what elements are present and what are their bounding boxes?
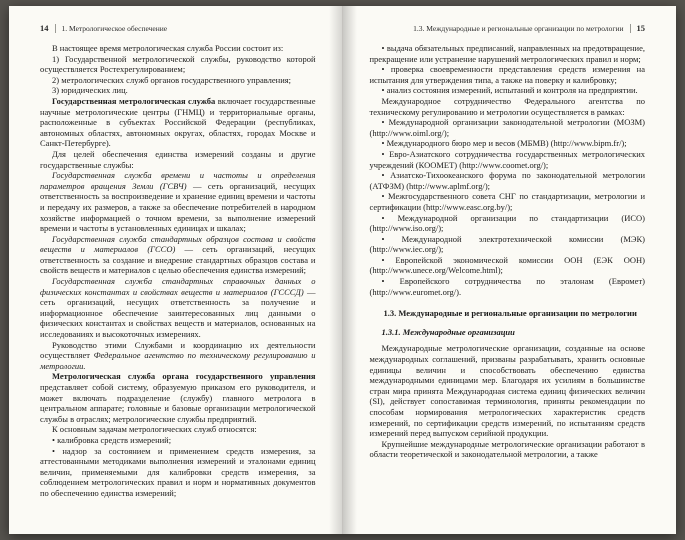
bullet-icon: • bbox=[52, 445, 63, 456]
list-item bbox=[370, 213, 646, 234]
paragraph bbox=[40, 371, 316, 424]
text-run: Государственная служба стандартных справочных данных о физических константах и свойствах веществ и материалов (ГСССД) bbox=[40, 276, 316, 297]
text-run: Для целей обеспечения единства измерений созданы и другие государственные службы: bbox=[40, 148, 316, 170]
text-run: — сеть организаций, несущих ответственность за получение и информационное обеспечение заинтересованных лиц данными о физических константах и свойствах веществ и материалов, основанных на исследованиях и высокоточных измерениях. bbox=[40, 286, 316, 340]
bullet-icon: • bbox=[381, 212, 398, 223]
paragraph bbox=[40, 149, 316, 170]
text-run: Международного бюро мер и весов (МБМВ) (http://www.bipm.fr/); bbox=[386, 138, 627, 149]
text-run: Европейской экономической комиссии ООН (ЕЭК ООН) (http://www.unece.org/Welcome.html); bbox=[369, 254, 645, 276]
page-number-right: 15 bbox=[636, 23, 645, 33]
text-run: Государственная метрологическая служба bbox=[52, 95, 218, 106]
list-item bbox=[370, 138, 646, 149]
page-body-left bbox=[40, 43, 316, 499]
text-run: Европейского сотрудничества по эталонам (Евромет) (http://www.euromet.org/). bbox=[369, 276, 645, 297]
text-run: 1.3.1. Международные организации bbox=[381, 326, 515, 337]
text-run: Руководство этими Службами и координацию их деятельности осуществляет bbox=[40, 339, 316, 361]
bullet-icon: • bbox=[381, 170, 391, 181]
section-heading bbox=[370, 308, 646, 319]
list-item bbox=[370, 170, 646, 191]
page-left-inner bbox=[9, 6, 343, 534]
text-run: 1.3. Международные и региональные организации по метрологии bbox=[383, 308, 637, 319]
paragraph bbox=[40, 85, 316, 96]
paragraph bbox=[40, 170, 316, 234]
paragraph bbox=[40, 43, 316, 54]
text-run: Международной организации законодательной метрологии (МОЗМ) (http://www.oiml.org/); bbox=[369, 117, 645, 138]
text-run: — сеть организаций, несущих ответственность за создание и внедрение стандартных образцов состава и свойств веществ и материалов с целью обеспечения единства измерений; bbox=[40, 244, 316, 276]
bullet-icon: • bbox=[381, 117, 389, 128]
header-divider bbox=[55, 24, 56, 33]
text-run: 1) Государственной метрологической службы, руководство которой осуществляется Ростехрегулированием; bbox=[40, 53, 316, 75]
page-right bbox=[343, 6, 677, 534]
text-run: надзор за состоянием и применением средств измерения, за аттестованными методиками выполнения измерений и эталонами единиц величин, применяемыми для калибровки средств измерения, за соблюдением метрологических правил и норм и нормативных документов по обеспечению единства измерений; bbox=[40, 445, 316, 498]
paragraph bbox=[370, 96, 646, 117]
subsection-heading bbox=[370, 327, 646, 338]
paragraph bbox=[40, 276, 316, 340]
text-run: анализ состояния измерений, испытаний и контроля на предприятии. bbox=[386, 85, 638, 96]
list-item bbox=[40, 446, 316, 499]
list-item bbox=[370, 234, 646, 255]
bullet-icon: • bbox=[381, 138, 387, 149]
text-run: Евро-Азиатского сотрудничества государственных метрологических учреждений (КООМЕТ) (http://www.coomet.org/); bbox=[369, 148, 645, 170]
list-item bbox=[370, 43, 646, 64]
book-spread bbox=[9, 6, 676, 534]
text-run: В настоящее время метрологическая служба России состоит из: bbox=[52, 43, 284, 53]
bullet-icon: • bbox=[381, 276, 400, 287]
text-run: Государственная служба времени и частоты и определения параметров вращения Земли (ГСВЧ) bbox=[40, 170, 316, 191]
running-header-right bbox=[370, 23, 646, 33]
running-header-left bbox=[40, 23, 316, 33]
paragraph bbox=[370, 439, 646, 460]
page-body-right bbox=[370, 43, 646, 460]
text-run: включает государственные научные метрологические центры (ГНМЦ) и территориальные органы, расположенные в субъектах Российской Федерации (республиках, автономных областях, автономных округах, областях, городах Москве и Санкт-Петербурге). bbox=[40, 95, 316, 149]
bullet-icon: • bbox=[381, 43, 387, 53]
text-run: — сеть организаций, несущих ответственность за воспроизведение и хранение единиц времени и частоты и передачу их размеров, а также за обеспечение потребителей в народном хозяйстве информацией о точном времени, за выполнение измерений времени и частоты в установленных единицах и шкалах; bbox=[40, 180, 316, 234]
page-right-inner bbox=[343, 6, 677, 534]
text-run: К основным задачам метрологических служб относятся: bbox=[52, 424, 257, 435]
list-item bbox=[40, 435, 316, 446]
text-run: Государственная служба стандартных образцов состава и свойств веществ и материалов (ГССО) bbox=[40, 233, 316, 255]
text-run: Международной организации по стандартизации (ИСО) (http://www.iso.org/); bbox=[369, 212, 645, 234]
bullet-icon: • bbox=[381, 85, 387, 96]
text-run: 3) юридических лиц. bbox=[52, 85, 128, 96]
paragraph bbox=[40, 75, 316, 86]
paragraph bbox=[40, 424, 316, 435]
text-run: выдача обязательных предписаний, направленных на предотвращение, прекращение или устранение нарушений метрологических правил и норм; bbox=[369, 43, 645, 64]
header-divider bbox=[630, 24, 631, 33]
paragraph bbox=[370, 343, 646, 438]
list-item bbox=[370, 191, 646, 212]
running-header-title-left: 1. Метрологическое обеспечение bbox=[61, 23, 168, 33]
paragraph bbox=[40, 54, 316, 75]
text-run: Международной электротехнической комиссии (МЭК) (http://www.iec.org/); bbox=[369, 233, 645, 255]
bullet-icon: • bbox=[381, 64, 391, 75]
running-header-title-right: 1.3. Международные и региональные организации по метрологии bbox=[413, 23, 624, 33]
text-run: Федеральное агентство по техническому регулированию и метрологии. bbox=[40, 350, 316, 371]
bullet-icon: • bbox=[381, 254, 396, 265]
text-run: Межгосударственного совета СНГ по стандартизации, метрологии и сертификации (http://www.easc.org.by/); bbox=[369, 191, 645, 212]
list-item bbox=[370, 149, 646, 170]
list-item bbox=[370, 276, 646, 297]
paragraph bbox=[40, 340, 316, 372]
list-item bbox=[370, 117, 646, 138]
paragraph bbox=[40, 234, 316, 276]
bullet-icon: • bbox=[381, 148, 390, 159]
text-run: представляет собой систему, образуемую приказом его руководителя, и может включать подразделение (службу) главного метролога в центральном аппарате; головные и базовые организации метрологической службы в отраслях; метрологические службы предприятий. bbox=[40, 382, 316, 424]
list-item bbox=[370, 255, 646, 276]
text-run: калибровка средств измерений; bbox=[57, 434, 172, 445]
text-run: 2) метрологических служб органов государственного управления; bbox=[52, 74, 292, 85]
page-number-left: 14 bbox=[40, 23, 49, 33]
text-run: Международное сотрудничество Федерального агентства по техническому регулированию и метрологии осуществляется в рамках: bbox=[369, 95, 645, 117]
bullet-icon: • bbox=[381, 233, 402, 244]
paragraph bbox=[40, 96, 316, 149]
page-left bbox=[9, 6, 343, 534]
text-run: Крупнейшие международные метрологические организации работают в области теоретической и законодательной метрологии, а также bbox=[369, 438, 645, 460]
list-item bbox=[370, 85, 646, 96]
text-run: Азиатско-Тихоокеанского форума по законодательной метрологии (АТФЗМ) (http://www.aplmf.org/); bbox=[369, 170, 646, 191]
bullet-icon: • bbox=[52, 434, 58, 445]
text-run: Метрологическая служба органа государственного управления bbox=[52, 371, 316, 382]
text-run: проверка своевременности представления средств измерения на испытания для утверждения типа, а также на поверку и калибровку; bbox=[369, 64, 645, 85]
list-item bbox=[370, 64, 646, 85]
bullet-icon: • bbox=[381, 191, 389, 202]
text-run: Международные метрологические организации, созданные на основе международных соглашений, призваны разрабатывать, хранить основные единицы величин и способствовать обеспечению единства международными единицами мер. Благодаря их усилиям в большинстве стран мира принята Международная система единиц физических величин (SI), действует сопоставимая терминология, приняты рекомендации по способам нормирования метрологических характеристик средств измерений, по сертификации средств измерений, по испытаниям средств измерений перед выпуском серийной продукции. bbox=[369, 343, 645, 439]
